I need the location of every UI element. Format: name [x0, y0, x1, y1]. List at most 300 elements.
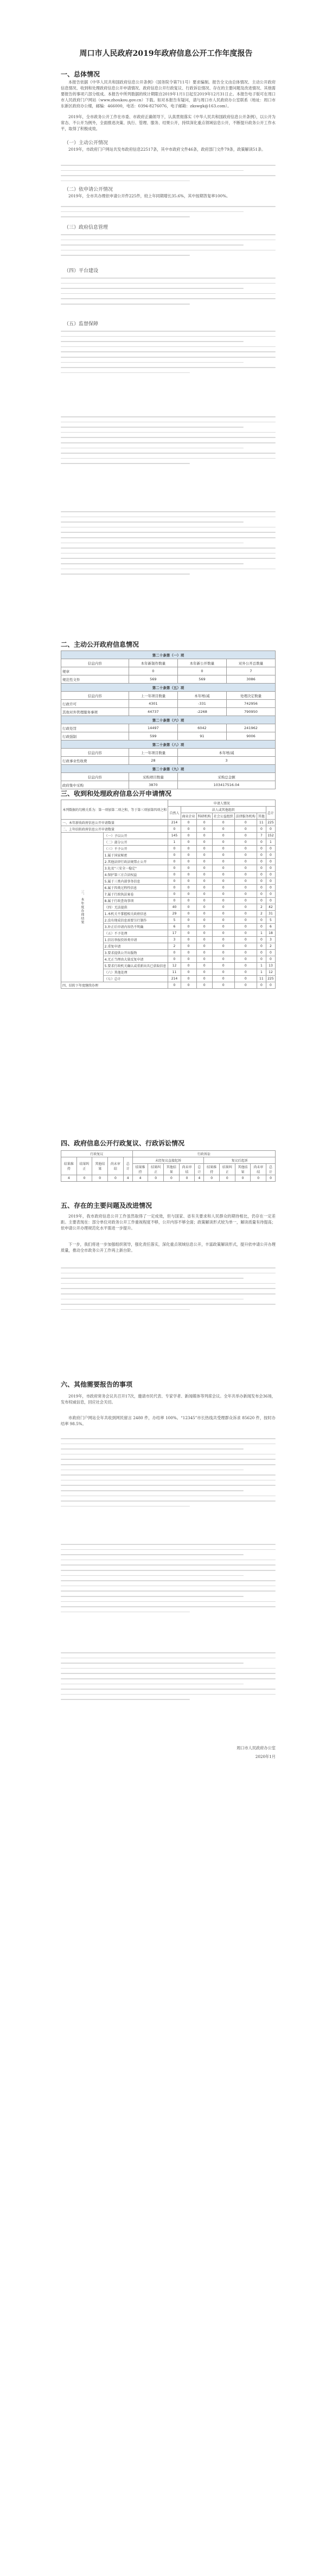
row-value: 0 — [196, 898, 212, 904]
row-value: 13 — [266, 963, 275, 969]
row-value: 0 — [76, 1175, 92, 1182]
row-value: 0 — [212, 852, 234, 859]
row-value: 0 — [257, 865, 266, 872]
row-value: 0 — [168, 950, 181, 956]
row-label: 二、上年结转政府信息公开申请数量 — [61, 826, 168, 833]
problems-paragraph-1: 2019年，我市政府信息公开工作虽然取得了一定成效，但与国家、省有关要求和人民群众的期待相比，仍存在一定差距。主要表现在：部分单位对政务公开工作重视程度不够，公开内容不够全面；政策解读形式较为单一，解读质量有待提高；依申请公开办理规范化水平需进一步提升。 — [61, 1214, 276, 1231]
row-value: 0 — [266, 956, 275, 963]
table-header: 结果维持 — [132, 1164, 148, 1175]
row-value: 4 — [132, 1175, 148, 1182]
row-value: 0 — [196, 976, 212, 982]
row-value: 5 — [168, 917, 181, 924]
row-value: 225 — [266, 976, 275, 982]
row-value: 1 — [257, 963, 266, 969]
row-label: （四）无法提供 — [103, 904, 168, 911]
row-value: 0 — [181, 943, 196, 950]
row-value: 225 — [266, 820, 275, 826]
row-value: 214 — [168, 820, 181, 826]
table-header: 其他结果 — [92, 1157, 108, 1175]
row-value: 0 — [196, 963, 212, 969]
row-label: 4.保护第三方合法权益 — [103, 872, 168, 878]
row-value: 0 — [196, 826, 212, 833]
table-band: 第二十条第（六）项 — [61, 716, 276, 724]
row-label: 1.属于国家秘密 — [103, 852, 168, 859]
row-value: 0 — [212, 833, 234, 839]
row-value: 0 — [212, 937, 234, 943]
table-header: 本年新公开数量 — [177, 659, 226, 667]
row-value: 0 — [257, 839, 266, 846]
row-value: 0 — [251, 1175, 266, 1182]
table-header: 本年增/减 — [177, 749, 275, 757]
row-value: 0 — [234, 950, 257, 956]
row-value: 0 — [196, 839, 212, 846]
row-label: 四、结转下年度继续办理 — [61, 982, 168, 989]
text-block — [61, 1434, 276, 1511]
row-label: （六）其他处理 — [103, 969, 168, 976]
row-label: 7.属于行政执法案卷 — [103, 891, 168, 898]
row-value: 0 — [196, 865, 212, 872]
row-value: 0 — [92, 1175, 108, 1182]
row-value: 0 — [212, 885, 234, 891]
table-header: 申请人情况 — [168, 800, 276, 807]
row-value: 0 — [181, 930, 196, 937]
row-value: 0 — [212, 943, 234, 950]
row-value: 0 — [257, 943, 266, 950]
row-value: 0 — [181, 885, 196, 891]
row-value: 0 — [266, 878, 275, 885]
row-value: 0 — [181, 924, 196, 930]
table-header: 本年新制作数量 — [129, 659, 177, 667]
row-value: 0 — [196, 833, 212, 839]
row-label: 3.要求提供公开出版物 — [103, 950, 168, 956]
table-header: 结果维持 — [204, 1164, 220, 1175]
table-header: 结果维持 — [61, 1157, 77, 1175]
row-value: 2 — [168, 943, 181, 950]
section-6-title: 六、其他需要报告的事项 — [61, 1381, 133, 1388]
other-paragraph-1: 2019年，市政府常务会议共召开17次，邀请市民代表、专家学者、新闻媒体等列席会议。全年共举办新闻发布会36场，发布权威信息，回应社会关切。 — [61, 1394, 276, 1405]
row-value: 0 — [168, 878, 181, 885]
row-label: 5.属于三类内部事务信息 — [103, 878, 168, 885]
row-value: 214 — [168, 976, 181, 982]
row-value: 17 — [168, 930, 181, 937]
table-header: 法律服务机构 — [234, 813, 257, 820]
row-value: 0 — [234, 846, 257, 852]
text-block — [61, 202, 276, 222]
row-value: 0 — [234, 852, 257, 859]
row-value: 0 — [266, 852, 275, 859]
table-row: 行政强制 599 91 9006 — [61, 732, 276, 740]
row-value: 0 — [181, 969, 196, 976]
row-value: 0 — [196, 937, 212, 943]
row-value: 0 — [181, 865, 196, 872]
row-value: 0 — [257, 859, 266, 865]
row-value: 0 — [181, 859, 196, 865]
row-value: 0 — [234, 943, 257, 950]
table-row: 其他对外管理服务事项 44737 -2268 790950 — [61, 708, 276, 716]
row-label: 1.本机关不掌握相关政府信息 — [103, 911, 168, 917]
proactive-disclosure-table — [61, 651, 276, 789]
row-value: 0 — [234, 904, 257, 911]
row-value: 6 — [168, 924, 181, 930]
row-value: 0 — [212, 891, 234, 898]
row-value: 42 — [266, 904, 275, 911]
table-header: 总计 — [195, 1164, 204, 1175]
row-value: 0 — [212, 911, 234, 917]
problems-paragraph-2: 下一步，我们将进一步加强组织领导，强化责任落实，深化重点领域信息公开，丰富政策解读形式，提升依申请公开办理质量，推动全市政务公开工作再上新台阶。 — [61, 1242, 276, 1253]
intro-paragraph-4: 2019年，全市共办理依申请公开件225件，较上年同期增长35.6%，其中按期答复率100%。 — [68, 194, 231, 198]
signature-date: 2020年1月 — [255, 1754, 276, 1759]
row-value: 0 — [234, 833, 257, 839]
row-value: 0 — [234, 839, 257, 846]
text-block — [61, 1540, 276, 1617]
row-label: 6.属于四类过程性信息 — [103, 885, 168, 891]
row-value: 0 — [196, 950, 212, 956]
intro-paragraph-1: 本报告依据《中华人民共和国政府信息公开条例》（国务院令第711号）要求编制。报告全文由总体情况、主动公开政府信息情况、收到和处理政府信息公开申请情况、政府信息公开行政复议、行政诉讼情况、存在的主要问题及改进情况、其他需要报告的事项六部分组成。本报告中所列数据的统计期限自2019年1月1日起至2019年12月31日止。本报告电子版可在周口市人民政府门户网站（www.zhoukou.gov.cn）下载。如对本报告有疑问，请与周口市人民政府办公室联系（地址：周口市东新区政府办公楼，邮编：466000，电话：0394-8276076，电子邮箱：zkswgk@163.com）。 — [61, 80, 276, 108]
row-value: 0 — [266, 1175, 276, 1182]
table-row — [61, 982, 276, 989]
row-value: 0 — [257, 852, 266, 859]
row-value: 0 — [179, 1175, 195, 1182]
table-header: 复议后起诉 — [204, 1157, 276, 1164]
table-header: 尚未审结 — [108, 1157, 124, 1175]
text-block — [61, 412, 276, 468]
row-value: 0 — [212, 859, 234, 865]
row-value: 0 — [181, 826, 196, 833]
row-value: 0 — [234, 865, 257, 872]
table-header: 商业企业 — [181, 813, 196, 820]
row-value: 4 — [123, 1175, 132, 1182]
row-value: 0 — [181, 846, 196, 852]
row-value: 0 — [212, 969, 234, 976]
table-header: 采购总金额 — [177, 773, 275, 781]
row-value: 0 — [234, 878, 257, 885]
row-value: 11 — [168, 969, 181, 976]
row-value: 0 — [234, 891, 257, 898]
text-block — [61, 1263, 276, 1314]
row-value: 11 — [257, 976, 266, 982]
row-value: 0 — [168, 956, 181, 963]
row-value: 0 — [168, 982, 181, 989]
row-value: 0 — [181, 904, 196, 911]
row-value: 12 — [168, 963, 181, 969]
table-header: 信息内容 — [61, 659, 129, 667]
row-value: 4 — [61, 1175, 77, 1182]
row-value: 31 — [266, 911, 275, 917]
row-value: 0 — [234, 885, 257, 891]
row-value: 0 — [168, 885, 181, 891]
row-value: 0 — [257, 982, 266, 989]
signature-org: 周口市人民政府办公室 — [237, 1746, 276, 1750]
row-value: 6 — [266, 924, 275, 930]
row-label: 2.重复申请 — [103, 943, 168, 950]
subsection-application: （二）依申请公开情况 — [64, 187, 113, 192]
row-value: 0 — [196, 943, 212, 950]
row-value: 0 — [234, 969, 257, 976]
row-value: 0 — [257, 898, 266, 904]
text-block — [61, 1648, 276, 1704]
row-value: 0 — [212, 976, 234, 982]
row-value: 0 — [181, 917, 196, 924]
table-header: 本列数据的勾稽关系为：第一项加第二项之和，等于第三项加第四项之和 — [61, 800, 168, 820]
table-row: 规章 0 0 7 — [61, 667, 276, 675]
table-row — [61, 1175, 276, 1182]
section-5-title: 五、存在的主要问题及改进情况 — [61, 1202, 152, 1209]
table-header: 结果纠正 — [76, 1157, 92, 1175]
row-value: 11 — [257, 820, 266, 826]
table-header: 行政复议 — [61, 1151, 133, 1157]
row-value: 0 — [181, 982, 196, 989]
row-value: 0 — [196, 852, 212, 859]
table-header: 自然人 — [168, 807, 181, 820]
row-label: 5.要求行政机关确认或重新出具已获取信息 — [103, 963, 168, 969]
row-label: 一、本年新收政府信息公开申请数量 — [61, 820, 168, 826]
row-value: 0 — [257, 956, 266, 963]
row-value: 0 — [204, 1175, 220, 1182]
row-value: 0 — [168, 872, 181, 878]
row-value: 1 — [257, 969, 266, 976]
row-value: 4 — [195, 1175, 204, 1182]
row-value: 0 — [196, 956, 212, 963]
row-value: 0 — [181, 963, 196, 969]
row-value: 0 — [196, 859, 212, 865]
row-value: 0 — [212, 963, 234, 969]
row-value: 0 — [212, 982, 234, 989]
table-header: 信息内容 — [61, 773, 129, 781]
table-header: 科研机构 — [196, 813, 212, 820]
text-block — [61, 273, 276, 309]
row-value: 0 — [212, 878, 234, 885]
row-value: 0 — [196, 917, 212, 924]
table-row: 规范性文件 569 569 3086 — [61, 675, 276, 684]
row-value: 0 — [181, 898, 196, 904]
row-value: 0 — [266, 872, 275, 878]
row-value: 0 — [196, 904, 212, 911]
row-value: 18 — [266, 930, 275, 937]
other-paragraph-2: 市政府门户网站全年共收到网民留言 2480 件，办结率 100%。“12345”市长热线共受理群众诉求 85620 件，按时办结率 98.5%。 — [61, 1415, 276, 1426]
table-header: 结果纠正 — [220, 1164, 235, 1175]
row-label: 3.危及"三安全一稳定" — [103, 865, 168, 872]
row-label: （五）不予处理 — [103, 930, 168, 937]
subsection-supervision: （五）监督保障 — [64, 321, 99, 327]
row-value: 0 — [181, 937, 196, 943]
row-value: 0 — [234, 917, 257, 924]
section-2-title: 二、主动公开政府信息情况 — [61, 641, 139, 648]
row-value: 0 — [234, 976, 257, 982]
row-value: 0 — [181, 839, 196, 846]
row-value: 0 — [257, 924, 266, 930]
intro-paragraph-2: 2019年，全市政务公开工作在市委、市政府正确领导下，认真贯彻落实《中华人民共和国政府信息公开条例》，以公开为常态、不公开为例外，全面推进决策、执行、管理、服务、结果公开，持续深化重点领域信息公开，不断提升政务公开工作水平，取得了积极成效。 — [61, 114, 276, 131]
table-row: 行政处罚 14497 6042 241962 — [61, 724, 276, 732]
row-value: 0 — [164, 1175, 180, 1182]
text-block — [61, 230, 276, 260]
row-value: 0 — [196, 891, 212, 898]
table-header: 法人或其他组织 — [181, 807, 266, 813]
row-value: 0 — [257, 937, 266, 943]
table-header: 信息内容 — [61, 749, 129, 757]
table-row: 行政许可 4301 -331 742956 — [61, 700, 276, 708]
table-header: 其他结果 — [235, 1164, 251, 1175]
row-value: 0 — [212, 865, 234, 872]
table-band: 第二十条第（八）项 — [61, 740, 276, 749]
row-value: 0 — [212, 898, 234, 904]
subsection-public: （一）主动公开情况 — [64, 140, 108, 146]
row-value: 0 — [266, 826, 275, 833]
row-value: 0 — [181, 872, 196, 878]
table-header: 上一年项目数量 — [129, 692, 177, 700]
subsection-platform: （四）平台建设 — [64, 268, 99, 274]
subsection-management: （三）政府信息管理 — [64, 225, 108, 230]
row-value: 0 — [196, 820, 212, 826]
row-value: 0 — [234, 872, 257, 878]
table-header: 信息内容 — [61, 692, 129, 700]
row-value: 0 — [212, 839, 234, 846]
row-value: 1 — [257, 930, 266, 937]
row-value: 145 — [168, 833, 181, 839]
row-value: 0 — [266, 846, 275, 852]
row-label: 2.没有现成信息需要另行制作 — [103, 917, 168, 924]
row-value: 2 — [266, 943, 275, 950]
text-block — [61, 507, 276, 579]
row-value: 0 — [234, 982, 257, 989]
row-value: 0 — [266, 891, 275, 898]
row-value: 7 — [257, 833, 266, 839]
row-value: 0 — [181, 852, 196, 859]
row-value: 0 — [196, 911, 212, 917]
table-header: 本年增/减 — [177, 692, 226, 700]
row-value: 0 — [212, 820, 234, 826]
table-header: 总计 — [123, 1157, 132, 1175]
row-value: 0 — [212, 924, 234, 930]
row-value: 12 — [266, 969, 275, 976]
row-value: 0 — [234, 924, 257, 930]
table-row: 政府集中采购 3870 103417516.04 — [61, 781, 276, 789]
row-value: 0 — [234, 859, 257, 865]
row-value: 0 — [234, 937, 257, 943]
row-value: 0 — [181, 950, 196, 956]
row-value: 0 — [266, 898, 275, 904]
row-value: 0 — [257, 846, 266, 852]
row-label: 8.属于行政查询事项 — [103, 898, 168, 904]
row-value: 0 — [212, 956, 234, 963]
row-value: 0 — [257, 878, 266, 885]
row-value: 0 — [108, 1175, 124, 1182]
row-label: （一）予以公开 — [103, 833, 168, 839]
row-value: 40 — [168, 904, 181, 911]
row-value: 0 — [212, 950, 234, 956]
row-value: 2 — [257, 904, 266, 911]
table-header: 处理决定数量 — [226, 692, 275, 700]
table-row: 行政事业性收费 28 3 — [61, 757, 276, 765]
table-header: 上一年项目数量 — [129, 749, 177, 757]
table-header: 尚未审结 — [179, 1164, 195, 1175]
row-value: 0 — [212, 904, 234, 911]
row-value: 0 — [168, 859, 181, 865]
row-value: 0 — [234, 898, 257, 904]
row-value: 3 — [266, 937, 275, 943]
row-value: 0 — [196, 846, 212, 852]
table-header: 其他 — [257, 813, 266, 820]
row-label: 2.其他法律行政法规禁止公开 — [103, 859, 168, 865]
row-value: 3 — [168, 937, 181, 943]
row-value: 0 — [196, 924, 212, 930]
row-label: 1.信访举报投诉类申请 — [103, 937, 168, 943]
row-value: 0 — [257, 950, 266, 956]
row-value: 0 — [234, 820, 257, 826]
table-header: 其他结果 — [164, 1164, 180, 1175]
text-block — [61, 160, 276, 185]
row-value: 0 — [234, 826, 257, 833]
row-value: 0 — [257, 917, 266, 924]
section-1-title: 一、总体情况 — [61, 70, 100, 78]
row-value: 0 — [266, 865, 275, 872]
row-value: 0 — [257, 891, 266, 898]
row-value: 0 — [266, 885, 275, 891]
text-block — [61, 326, 276, 377]
row-value: 0 — [212, 826, 234, 833]
table-header: 结果纠正 — [148, 1164, 164, 1175]
row-value: 0 — [168, 826, 181, 833]
table-header: 未经复议直接起诉 — [132, 1157, 204, 1164]
row-value: 0 — [196, 878, 212, 885]
table-header: 总计 — [266, 1164, 276, 1175]
row-value: 0 — [257, 885, 266, 891]
table-row — [61, 820, 276, 826]
row-value: 1 — [266, 839, 275, 846]
row-value: 2 — [257, 911, 266, 917]
table-row — [61, 826, 276, 833]
row-value: 5 — [266, 917, 275, 924]
row-value: 0 — [181, 911, 196, 917]
section-3-title: 三、收到和处理政府信息公开申请情况 — [61, 790, 172, 797]
row-value: 0 — [234, 956, 257, 963]
row-value: 0 — [235, 1175, 251, 1182]
row-value: 0 — [257, 872, 266, 878]
page-title: 周口市人民政府2019年政府信息公开工作年度报告 — [79, 49, 253, 58]
row-value: 0 — [181, 891, 196, 898]
table-header: 采购项目数量 — [129, 773, 177, 781]
row-label: 3.补正后申请内容仍不明确 — [103, 924, 168, 930]
row-value: 152 — [266, 833, 275, 839]
table-header: 对外公开总数量 — [226, 659, 275, 667]
row-label: （七）总计 — [103, 976, 168, 982]
section-4-title: 四、政府信息公开行政复议、行政诉讼情况 — [61, 1139, 185, 1147]
row-value: 0 — [234, 930, 257, 937]
row-value: 0 — [266, 982, 275, 989]
row-value: 0 — [196, 982, 212, 989]
table-band: 第二十条第（五）项 — [61, 684, 276, 692]
row-value: 29 — [168, 911, 181, 917]
row-label: （三）不予公开 — [103, 846, 168, 852]
row-value: 0 — [168, 846, 181, 852]
row-value: 0 — [181, 956, 196, 963]
row-value: 0 — [234, 911, 257, 917]
row-value: 0 — [212, 846, 234, 852]
row-value: 0 — [181, 878, 196, 885]
row-value: 0 — [196, 872, 212, 878]
row-value: 0 — [196, 885, 212, 891]
row-value: 0 — [212, 917, 234, 924]
table-header: 社会公益组织 — [212, 813, 234, 820]
table-group-label: 三、本年度办理结果 — [61, 833, 104, 982]
review-litigation-table — [61, 1150, 276, 1182]
table-header: 行政诉讼 — [132, 1151, 275, 1157]
table-band: 第二十条第（一）项 — [61, 651, 276, 659]
row-value: 0 — [181, 820, 196, 826]
row-value: 0 — [168, 865, 181, 872]
row-value: 0 — [266, 859, 275, 865]
row-value: 0 — [181, 833, 196, 839]
row-label: 4.无正当理由大量反复申请 — [103, 956, 168, 963]
